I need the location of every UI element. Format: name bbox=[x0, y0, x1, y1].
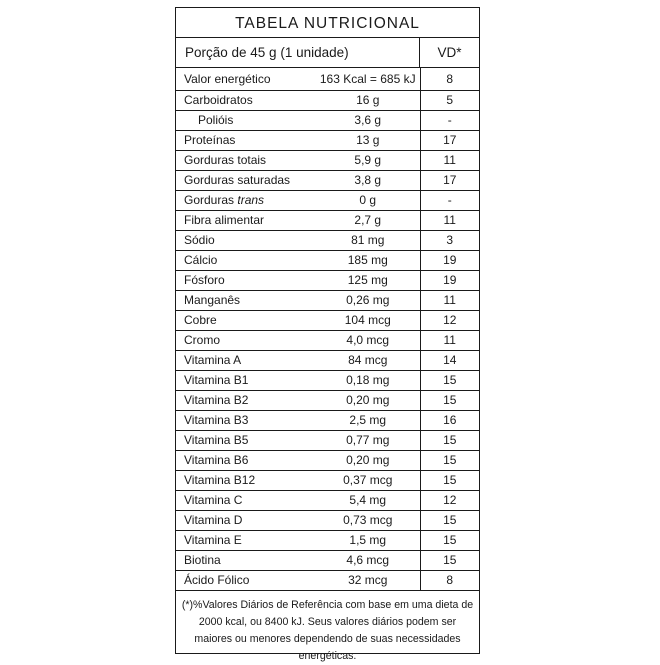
nutrient-name: Polióis bbox=[176, 110, 316, 130]
nutrient-amount: 3,8 g bbox=[316, 170, 420, 190]
table-row bbox=[176, 490, 479, 510]
nutrient-vd: 15 bbox=[420, 430, 479, 450]
nutrient-name: Vitamina D bbox=[176, 510, 316, 530]
nutrient-amount: 4,0 mcg bbox=[316, 330, 420, 350]
nutrient-vd: 17 bbox=[420, 170, 479, 190]
nutrient-name: Carboidratos bbox=[176, 90, 316, 110]
nutrient-amount: 0,18 mg bbox=[316, 370, 420, 390]
table-row bbox=[176, 550, 479, 570]
nutrient-amount: 2,5 mg bbox=[316, 410, 420, 430]
table-row bbox=[176, 170, 479, 190]
nutrient-name: Gorduras totais bbox=[176, 150, 316, 170]
nutrient-vd: 8 bbox=[420, 570, 479, 590]
nutrient-name: Cálcio bbox=[176, 250, 316, 270]
nutrient-vd: 11 bbox=[420, 150, 479, 170]
nutrient-name: Vitamina E bbox=[176, 530, 316, 550]
nutrient-name: Fósforo bbox=[176, 270, 316, 290]
table-row bbox=[176, 90, 479, 110]
nutrient-vd: 17 bbox=[420, 130, 479, 150]
table-title: TABELA NUTRICIONAL bbox=[176, 8, 479, 38]
table-row bbox=[176, 510, 479, 530]
table-row bbox=[176, 330, 479, 350]
nutrient-name: Vitamina B5 bbox=[176, 430, 316, 450]
nutrient-amount: 0 g bbox=[316, 190, 420, 210]
nutrient-amount: 84 mcg bbox=[316, 350, 420, 370]
table-row bbox=[176, 350, 479, 370]
nutrient-amount: 3,6 g bbox=[316, 110, 420, 130]
nutrient-name: Vitamina A bbox=[176, 350, 316, 370]
nutrient-amount: 104 mcg bbox=[316, 310, 420, 330]
nutrient-vd: 15 bbox=[420, 550, 479, 570]
nutrient-amount: 4,6 mcg bbox=[316, 550, 420, 570]
table-row bbox=[176, 68, 479, 90]
portion-label: Porção de 45 g (1 unidade) bbox=[176, 38, 420, 67]
nutrient-amount: 0,20 mg bbox=[316, 390, 420, 410]
nutrient-table bbox=[176, 68, 479, 591]
table-row bbox=[176, 570, 479, 590]
table-row bbox=[176, 290, 479, 310]
nutrient-amount: 81 mg bbox=[316, 230, 420, 250]
nutrient-vd: 15 bbox=[420, 390, 479, 410]
nutrient-amount: 5,4 mg bbox=[316, 490, 420, 510]
table-row bbox=[176, 470, 479, 490]
nutrient-amount: 0,77 mg bbox=[316, 430, 420, 450]
nutrient-amount: 163 Kcal = 685 kJ bbox=[316, 68, 420, 90]
nutrient-name: Biotina bbox=[176, 550, 316, 570]
nutrient-amount: 2,7 g bbox=[316, 210, 420, 230]
table-row bbox=[176, 410, 479, 430]
nutrient-vd: 11 bbox=[420, 210, 479, 230]
nutrient-name: Vitamina B3 bbox=[176, 410, 316, 430]
table-row bbox=[176, 130, 479, 150]
nutrition-table bbox=[175, 7, 480, 662]
table-row bbox=[176, 270, 479, 290]
nutrient-name: Valor energético bbox=[176, 68, 316, 90]
nutrient-amount: 16 g bbox=[316, 90, 420, 110]
table-row bbox=[176, 530, 479, 550]
nutrient-amount: 0,37 mcg bbox=[316, 470, 420, 490]
nutrient-amount: 32 mcg bbox=[316, 570, 420, 590]
table-row bbox=[176, 150, 479, 170]
nutrient-name: Vitamina B1 bbox=[176, 370, 316, 390]
nutrient-name: Cobre bbox=[176, 310, 316, 330]
table-header bbox=[176, 38, 479, 68]
vd-header: VD* bbox=[437, 45, 462, 60]
nutrient-vd: 15 bbox=[420, 510, 479, 530]
nutrient-vd: 12 bbox=[420, 310, 479, 330]
nutrient-amount: 0,26 mg bbox=[316, 290, 420, 310]
nutrient-vd: 3 bbox=[420, 230, 479, 250]
table-row bbox=[176, 110, 479, 130]
nutrient-name: Cromo bbox=[176, 330, 316, 350]
nutrient-amount: 1,5 mg bbox=[316, 530, 420, 550]
nutrient-vd: 11 bbox=[420, 290, 479, 310]
nutrient-name: Manganês bbox=[176, 290, 316, 310]
nutrient-amount: 125 mg bbox=[316, 270, 420, 290]
nutrient-vd: 19 bbox=[420, 250, 479, 270]
nutrient-vd: 15 bbox=[420, 470, 479, 490]
footnote: (*)%Valores Diários de Referência com base em uma dieta de 2000 kcal, ou 8400 kJ. Seus valores diários podem ser maiores ou menores dependendo de suas necessidades energéticas. bbox=[181, 598, 474, 662]
nutrient-name: Proteínas bbox=[176, 130, 316, 150]
nutrient-vd: - bbox=[420, 190, 479, 210]
nutrient-vd: 8 bbox=[420, 68, 479, 90]
nutrient-name: Gorduras saturadas bbox=[176, 170, 316, 190]
nutrient-vd: 19 bbox=[420, 270, 479, 290]
nutrient-amount: 5,9 g bbox=[316, 150, 420, 170]
nutrient-vd: - bbox=[420, 110, 479, 130]
nutrient-name: Vitamina B12 bbox=[176, 470, 316, 490]
nutrient-name: Sódio bbox=[176, 230, 316, 250]
table-row bbox=[176, 430, 479, 450]
table-row bbox=[176, 190, 479, 210]
table-row bbox=[176, 450, 479, 470]
table-row bbox=[176, 310, 479, 330]
nutrient-vd: 5 bbox=[420, 90, 479, 110]
nutrient-vd: 15 bbox=[420, 370, 479, 390]
nutrient-name: Vitamina B2 bbox=[176, 390, 316, 410]
nutrient-vd: 15 bbox=[420, 450, 479, 470]
nutrient-name: Gorduras trans bbox=[176, 190, 316, 210]
nutrient-vd: 15 bbox=[420, 530, 479, 550]
nutrient-name: Ácido Fólico bbox=[176, 570, 316, 590]
nutrient-name: Fibra alimentar bbox=[176, 210, 316, 230]
nutrient-amount: 13 g bbox=[316, 130, 420, 150]
table-row bbox=[176, 210, 479, 230]
table-row bbox=[176, 390, 479, 410]
nutrient-vd: 12 bbox=[420, 490, 479, 510]
table-row bbox=[176, 370, 479, 390]
nutrient-name: Vitamina C bbox=[176, 490, 316, 510]
table-row bbox=[176, 230, 479, 250]
nutrient-amount: 0,20 mg bbox=[316, 450, 420, 470]
nutrient-vd: 14 bbox=[420, 350, 479, 370]
nutrient-vd: 11 bbox=[420, 330, 479, 350]
nutrient-name: Vitamina B6 bbox=[176, 450, 316, 470]
nutrient-amount: 185 mg bbox=[316, 250, 420, 270]
table-row bbox=[176, 250, 479, 270]
nutrient-amount: 0,73 mcg bbox=[316, 510, 420, 530]
nutrient-vd: 16 bbox=[420, 410, 479, 430]
